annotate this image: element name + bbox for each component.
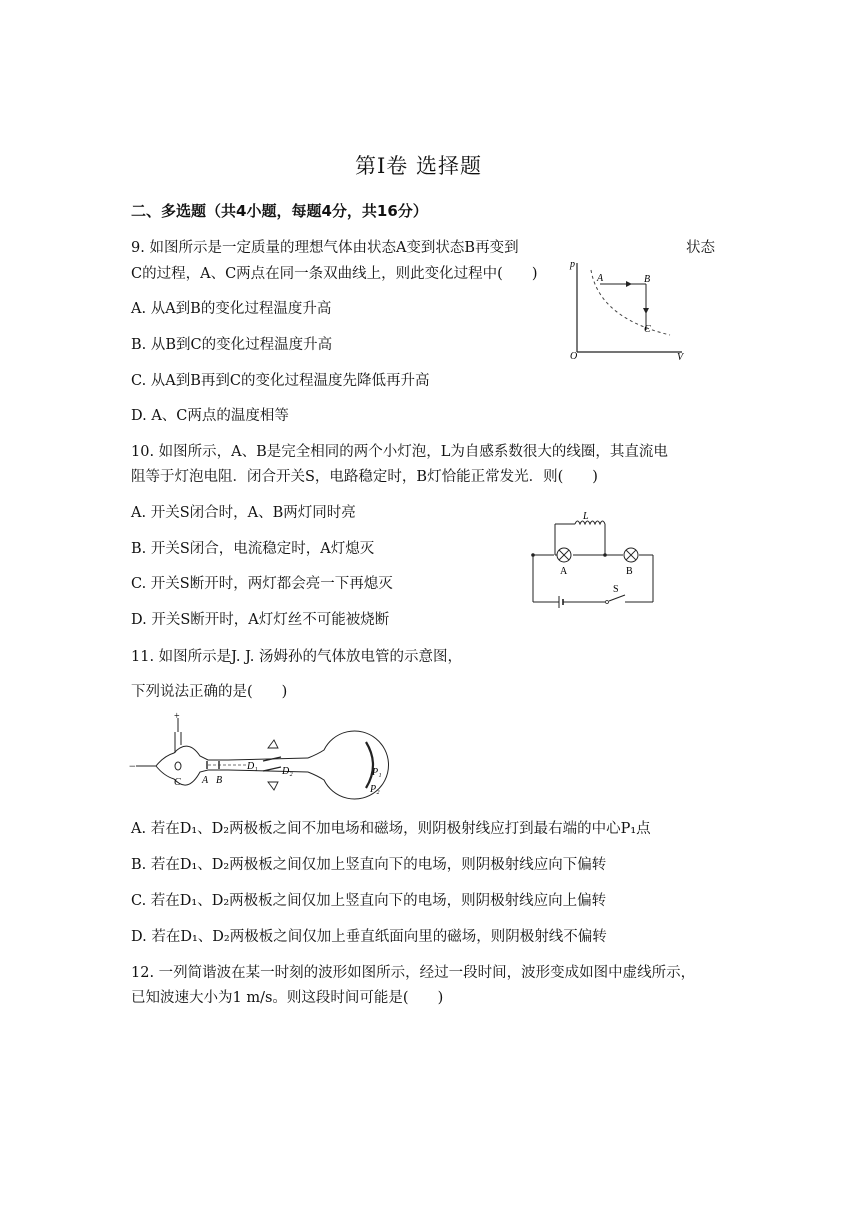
label-a: A xyxy=(202,775,209,786)
q10-option-b: B. 开关S闭合，电流稳定时，A灯熄灭 xyxy=(131,541,375,557)
q11-option-c: C. 若在D₁、D₂两极板之间仅加上竖直向下的电场，则阴极射线应向上偏转 xyxy=(131,893,607,909)
q10-stem-line1: 10. 如图所示，A、B是完全相同的两个小灯泡，L为自感系数很大的线圈，其直流电 xyxy=(131,444,668,460)
page-title: 第Ⅰ卷 选择题 xyxy=(355,154,482,178)
pv-v-label: V xyxy=(677,352,684,363)
pv-a-label: A xyxy=(597,273,604,284)
label-p2: P₂ xyxy=(370,784,380,795)
q9-stem-line1-right: 状态 xyxy=(686,240,715,256)
q10-option-a: A. 开关S闭合时，A、B两灯同时亮 xyxy=(131,505,356,521)
label-d1: D₁ xyxy=(247,761,258,772)
label-plus: + xyxy=(174,711,180,722)
q9-option-b: B. 从B到C的变化过程温度升高 xyxy=(131,337,333,353)
q9-stem-line1: 9. 如图所示是一定质量的理想气体由状态A变到状态B再变到 xyxy=(131,240,519,256)
pv-o-label: O xyxy=(570,351,578,362)
q10-option-c: C. 开关S断开时，两灯都会亮一下再熄灭 xyxy=(131,576,393,592)
section-heading: 二、多选题（共4小题，每题4分，共16分） xyxy=(131,202,428,220)
label-b: B xyxy=(216,775,223,786)
circuit-diagram xyxy=(525,510,665,610)
label-p1: P₁ xyxy=(372,767,382,778)
q10-option-d: D. 开关S断开时，A灯灯丝不可能被烧断 xyxy=(131,612,390,628)
pv-diagram xyxy=(560,255,695,365)
pv-p-label: p xyxy=(570,259,575,270)
label-lamp-b: B xyxy=(626,566,633,577)
q11-stem-line2: 下列说法正确的是( ) xyxy=(131,684,288,700)
q11-option-d: D. 若在D₁、D₂两极板之间仅加上垂直纸面向里的磁场，则阴极射线不偏转 xyxy=(131,929,607,945)
q10-stem-line2: 阻等于灯泡电阻．闭合开关S，电路稳定时，B灯恰能正常发光．则( ) xyxy=(131,469,598,485)
q11-stem-line1: 11. 如图所示是J. J. 汤姆孙的气体放电管的示意图， xyxy=(131,649,462,665)
q11-option-a: A. 若在D₁、D₂两极板之间不加电场和磁场，则阴极射线应打到最右端的中心P₁点 xyxy=(131,821,651,837)
switch-lever xyxy=(609,595,625,601)
pv-b-label: B xyxy=(644,274,651,285)
label-d2: D₂ xyxy=(282,766,293,777)
discharge-tube-diagram xyxy=(128,710,393,805)
q9-option-c: C. 从A到B再到C的变化过程温度先降低再升高 xyxy=(131,373,430,389)
q12-stem-line1: 12. 一列简谐波在某一时刻的波形如图所示，经过一段时间，波形变成如图中虚线所示， xyxy=(131,965,696,981)
q9-stem-line2: C的过程，A、C两点在同一条双曲线上，则此变化过程中( ) xyxy=(131,266,538,282)
label-minus: − xyxy=(129,759,136,773)
label-switch-s: S xyxy=(613,584,619,595)
q11-option-b: B. 若在D₁、D₂两极板之间仅加上竖直向下的电场，则阴极射线应向下偏转 xyxy=(131,857,607,873)
label-l: L xyxy=(583,511,589,522)
pv-c-label: C xyxy=(644,324,651,335)
q9-option-a: A. 从A到B的变化过程温度升高 xyxy=(131,301,332,317)
q12-stem-line2: 已知波速大小为1 m/s。则这段时间可能是( ) xyxy=(131,990,444,1006)
q9-option-d: D. A、C两点的温度相等 xyxy=(131,408,289,424)
inductor-coil xyxy=(575,521,605,524)
label-c: C xyxy=(174,777,181,788)
label-lamp-a: A xyxy=(560,566,568,577)
